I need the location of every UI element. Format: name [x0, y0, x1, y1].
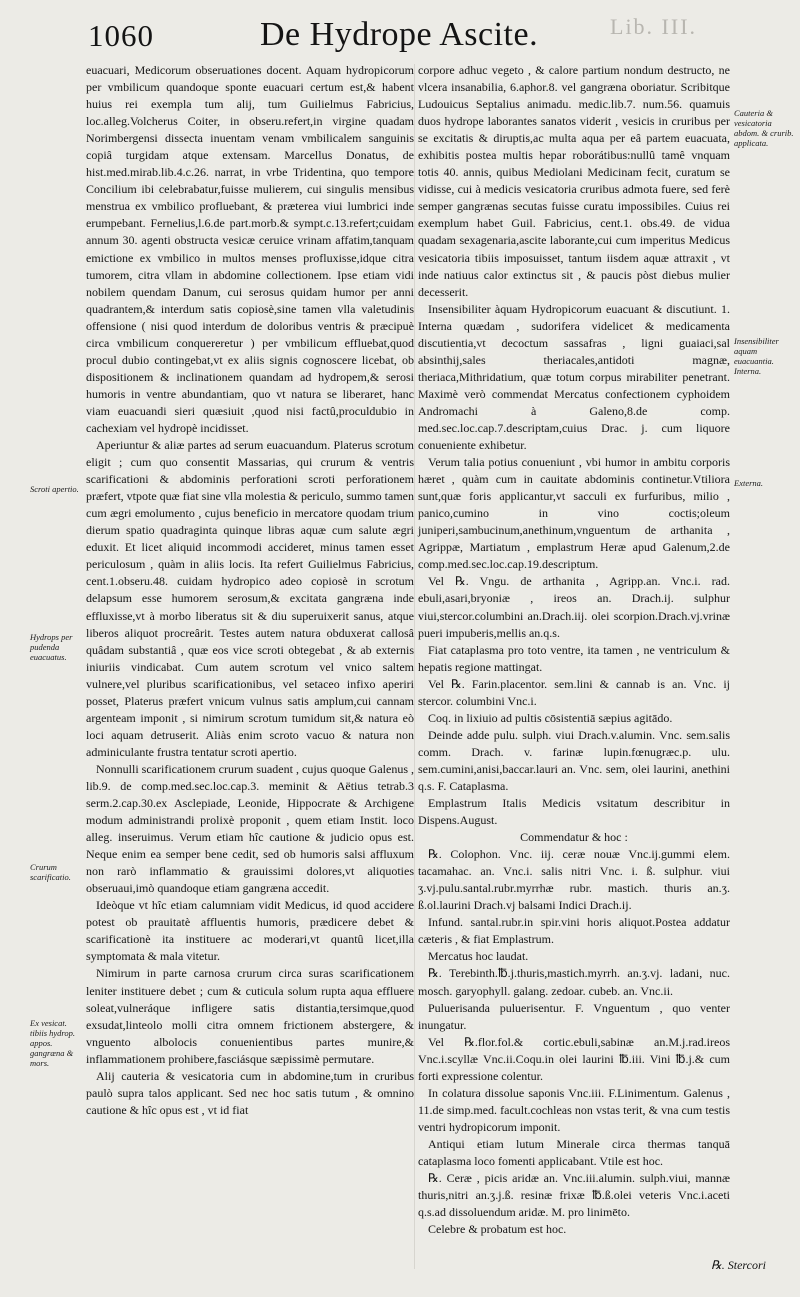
paragraph: Fiat cataplasma pro toto ventre, ita tamen , ne ventriculum & hepatis regione mattingat. — [418, 642, 730, 674]
page-header — [70, 12, 590, 58]
paragraph: Infund. santal.rubr.in spir.vini horis aliquot.Postea addatur cæteris , & fiat Emplastrum. — [418, 915, 730, 947]
paragraph: Nimirum in parte carnosa crurum circa suras scarificationem leniter instituere debet ; cum & cuticula solum rupta aqua effluere soleat,vulneráque infligere satis distantia,tersimque,quod exsudat,linteolo molli citra omnem frictionem abstergere, & vnguento albolocis conuenientibus partes munire,& inflammationem prohibere,fasciásque sæpissimè permutare. — [86, 966, 414, 1066]
margin-note-hydrops: Hydrops per pudenda euacuatus. — [30, 632, 73, 662]
paragraph: Ideòque vt hîc etiam calumniam vidit Medicus, id quod accidere potest ob prauitatè affluentis humoris, prædicere debet & scarificationè ita instituere ac moderari,vt quantû licet,illa symptomata & mala vitetur. — [86, 898, 414, 964]
paragraph: Mercatus hoc laudat. — [428, 949, 529, 964]
recipe: ℞. Colophon. Vnc. iij. ceræ nouæ Vnc.ij.gummi elem. tacamahac. an. Vnc.i. salis nitri Vnc. i. ß. sulphur. viui ʒ.vj.pulu.santal.rubr.myrrhæ rubr. mastich. thuris an.ʒ. ß.ol.laurini Drach.vj balsami Indici Drach.ij. — [418, 847, 730, 913]
recipe: ℞. Ceræ , picis aridæ an. Vnc.iii.alumin. sulph.viui, mannæ thuris,nitri an.ʒ.j.ß. resinæ frixæ ℔.ß.olei veteris Vnc.i.aceti q.s.ad dissoluendum aridæ. M. pro linimēto. — [418, 1171, 730, 1220]
margin-note-insensibiliter: Insensibiliter aquam euacuantia. Interna. — [734, 336, 779, 376]
paragraph: Celebre & probatum est hoc. — [428, 1222, 567, 1237]
paragraph: Alij cauteria & vesicatoria cum in abdomine,tum in cruribus paulò supra talos applicant. Sed nec hoc satis tutum , & omnino cautione & hîc opus est , vt id fiat — [86, 1068, 414, 1117]
paragraph: Emplastrum Italis Medicis vsitatum describitur in Dispens.August. — [418, 796, 730, 828]
heading-line: Commendatur & hoc : — [520, 830, 628, 845]
margin-note-scroti: Scroti apertio. — [30, 484, 79, 494]
paragraph: Coq. in lixiuio ad pultis cōsistentiā sæpius agitādo. — [428, 710, 673, 725]
recipe: Vel ℞. Vngu. de arthanita , Agripp.an. Vnc.i. rad. ebuli,asari,bryoniæ , ireos an. Drach.ij. sulphur viui,stercor.columbini an.Drach.iij. olei scorpion.Drach.vj.vrinæ pueri impuberis,mellis an.q.s. — [418, 574, 730, 640]
bleed-through-text: Lib. III. — [610, 14, 698, 39]
right-text-column — [418, 62, 730, 1238]
paragraph: Insensibiliter àquam Hydropicorum euacuant & discutiunt. 1. Interna quædam , sudorifera videlicet & medicamenta discutientia,vt decoctum sassafras , ligni guaiaci,sal absinthij,sales theriacales,antidoti magnæ, theriaca,Mithridatium, quæ totum corpus mirabiliter penetrant. Maximè verò commendat Mercatus confectionem cyphoidem Andromachi à Galeno,8.de comp. med.sec.loc.cap.7.descriptam,cuius Drac. j. cum liquore conueniente exhibetur. — [418, 301, 730, 453]
column-gutter — [414, 64, 415, 1269]
recipe: Deinde adde pulu. sulph. viui Drach.v.alumin. Vnc. sem.salis comm. Drach. v. farinæ lupin.fœnugræc.p. ulu. sem.cumini,anisi,baccar.lauri an. Vnc. sem, olei laurini, anethini q.s. F. Cataplasma. — [418, 727, 730, 793]
margin-note-externa: Externa. — [734, 478, 764, 488]
paragraph: Puluerisanda puluerisentur. F. Vnguentum , quo venter inungatur. — [418, 1000, 730, 1032]
paragraph: In colatura dissolue saponis Vnc.iii. F.Linimentum. Galenus , 11.de simp.med. facult.cochleas non vstas terit, & vna cum testis ventri hydropicorum imponit. — [418, 1085, 730, 1134]
margin-note-cauteria: Cauteria & vesicatoria abdom. & crurib. applicata. — [734, 108, 794, 148]
left-text-column — [86, 62, 414, 1119]
catchword: ℞. Stercori — [711, 1258, 766, 1272]
margin-note-crurum: Crurum scarificatio. — [30, 862, 71, 882]
paragraph: euacuari, Medicorum obseruationes docent. Aquam hydropicorum per vmbilicum quandoque sponte euacuari certum est,& habent huius rei exempla tum alij, tum Guilielmus Fabricius, loc.alleg.Volcherus Coiter, in obseru.refert,in virgine quadam Norimbergensi dissecta inuentam venam vmbilicalem sanguinis copiâ turgidam atque extensam. Marcellus Donatus, de hist.med.mirab.lib.4.c.26. narrat, in vrbe Tridentina, quo tempore Concilium ibi celebrabatur,fuisse mulierem, cui singulis mensibus menstrua ex vmbilico profluebant, & præterea viui lumbrici inde erumpebant. Fernelius,l.6.de part.morb.& sympt.c.13.refert;cuidam annum 30. agenti obstructa vesicæ ceruice vrinam affatim,tanquam emictione ex vmbilico in multos menses profluxisse,idque citra tumorem, citra vllam in abdomine collectionem. Ipse etiam vidi nobilem quendam Danum, cui serosus quidam humor per anni quadrantem,& interdum satis copiosè,sine tamen vlla valetudinis offensione ( nisi quod interdum de doloribus ventris & præcipuè circa vmbilicum conquereretur ) per vmbilicum effluebat,quod procul dubio contingebat,vt ex aliis signis cognoscere licebat, ob dispositionem & inclinationem quandam ad hydropem,& serosi humoris in ventre abundantiam, quo vt natura se liberaret, hanc viam euacuandi sieri quæsiuit ,quod nisi factû,proculdubio in cachexiam vel hydropè incidisset. — [86, 63, 414, 435]
recipe: Vel ℞. Farin.placentor. sem.lini & cannab is an. Vnc. ij stercor. columbini Vnc.i. — [418, 676, 730, 708]
recipe: Vel ℞.flor.fol.& cortic.ebuli,sabinæ an.M.j.rad.ireos Vnc.i.scyllæ Vnc.ii.Coqu.in olei laurini ℔.iii. Vini ℔.j.& cum forti expressione colentur. — [418, 1034, 730, 1083]
margin-note-vesicat: Ex vesicat. tibiis hydrop. appos. gangræna & mors. — [30, 1018, 76, 1068]
recipe: ℞. Terebinth.℔.j.thuris,mastich.myrrh. an.ʒ.vj. ladani, nuc. mosch. garyophyll. galang. zedoar. cubeb. an. Vnc.ii. — [418, 966, 730, 998]
paragraph: Aperiuntur & aliæ partes ad serum euacuandum. Platerus scrotum eligit ; cum quo consentit Massarias, qui crurum & ventris scarificationi & abdominis perforationi scroti perforationem præfert, vtpote quæ fiat sine vlla molestia & periculo, summo tamen cum ægri emolumento , cujus beneficio in mercatore quodam trium dierum spatio quadraginta quinque libras aquæ cum salute ægri eduxit. Et licet aliquid incommodi accideret, minus tamen esset periculosum , quàm in aliis locis. Ita refert Guilielmus Fabricius, cent.1.obseru.48. cuidam hydropico adeo copiosè in scrotum delapsum esse humorem serosum,& excitata gangræna inde effluxisse,vt à morbo liberatus sit & diu superuixerit sanus, atque liberos aliquot procreârit. Testes autem natura obduxerat callosâ quâdam substantiâ , quæ eos vice scroti obtegebat , & ab externis iniuriis vindicabat. Cum autem scrotum vel vnico saltem vulnere,vel pluribus scarificationibus, vel setaceo infixo aperiri posset, Platerus præfert vnicum vulnus satis amplum,cui cannam argenteam imponit , si nimirum scrotum tumidum sit,& natura eò loci aquam detruserit. Aliàs enim scroto vacuo & natura non adminiculante frustra tentatur scroti apertio. — [86, 438, 414, 759]
running-title: De Hydrope Ascite. — [260, 16, 539, 53]
page-number: 1060 — [88, 18, 154, 53]
paragraph: Nonnulli scarificationem crurum suadent , cujus quoque Galenus , lib.9. de comp.med.sec.loc.cap.3. meminit & Aëtius tetrab.3 serm.2.cap.30.ex Asclepiade, Leonide, Hippocrate & Archigene modum administrandi prolixè proponit , quem etiam Instit. loco alleg. inseruimus. Verum etiam hîc cautione & judicio opus est. Neque enim ea semper bene cedit, sed ob humoris salsi affluxum non rarò inflammatio & grauissimi dolores,vt aliquoties obseruaui,imò quandoque etiam gangræna accedit. — [86, 761, 414, 896]
paragraph: Antiqui etiam lutum Minerale circa thermas tanquā cataplasma loco fomenti applicabant. Vtile est hoc. — [418, 1136, 730, 1168]
paragraph: corpore adhuc vegeto , & calore partium nondum destructo, ne vlcera insanabilia, 6.aphor.8. vel gangræna oboriatur. Scribitque Ludouicus Septalius animadu. medic.lib.7. num.56. quamuis duos hydrope laborantes sanatos viderit , vesicis in cruribus per se excitatis & diruptis,ac multa aqua per eâ partem euacuata, exhibitis postea multis hepar roborátibus:nullû tamê vnquam totis 40. annis, quibus Mediolani Medicinam fecit, curatum se vidisse, cui à medicis vesicatoria cruribus admota fuere, sed ferè semper gangrænas secutas fuisse curatu impossibiles. Cuius rei exemplum habet Guil. Fabricius, cent.1. obs.49. de vidua quadam sexagenaria,ascite laborante,cui cum imperitus Medicus vesicatoria tibiis imposuisset, tantum iisdem aquæ attraxit , vt inde natiuus calor extinctus sit , & paucis pòst diebus mulier decesserit. — [418, 63, 730, 299]
paragraph: Verum talia potius conueniunt , vbi humor in ambitu corporis hæret , quàm cum in cauitate abdominis continetur.Vtiliora sunt,quæ foris applicantur,vt sacculi ex furfuribus, milio , panico,cumino in vino coctis;oleum juniperi,sambucinum,anethinum,vnguentum de arthanita , Agrippæ, Martiatum , emplastrum Heræ apud Galenum,2.de comp.med.sec.loc.cap.19.descriptum. — [418, 455, 730, 572]
